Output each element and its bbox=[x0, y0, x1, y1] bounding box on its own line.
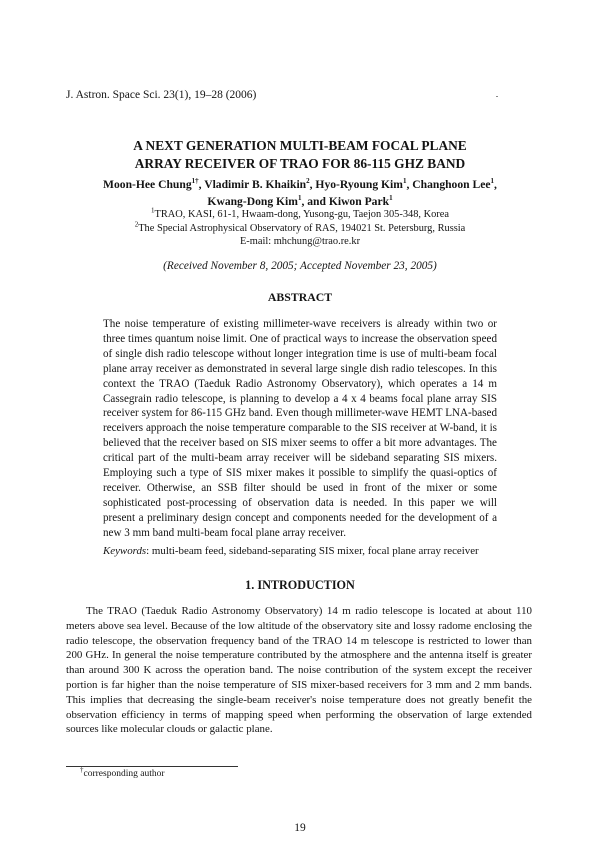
author-affil-mark: 2 bbox=[306, 177, 310, 186]
footnote-text: corresponding author bbox=[83, 769, 165, 779]
footnote-mark: † bbox=[80, 765, 84, 774]
author-separator: , bbox=[494, 178, 497, 191]
author-name: , Hyo-Ryoung Kim bbox=[309, 178, 403, 191]
footnote bbox=[80, 765, 165, 779]
title-line-2: ARRAY RECEIVER OF TRAO FOR 86-115 GHZ BAND bbox=[134, 156, 466, 171]
paper-title bbox=[0, 137, 600, 173]
affiliation-text: The Special Astrophysical Observatory of RAS, 194021 St. Petersburg, Russia bbox=[138, 222, 466, 234]
affiliations bbox=[0, 208, 600, 249]
author-affil-mark: 1 bbox=[402, 177, 407, 186]
author-affil-mark: 1† bbox=[191, 177, 199, 186]
author-affil-mark: 1 bbox=[490, 177, 495, 186]
abstract-heading: ABSTRACT bbox=[267, 290, 333, 304]
author-name: , Changhoon Lee bbox=[406, 178, 491, 191]
title-line-1: A NEXT GENERATION MULTI-BEAM FOCAL PLANE bbox=[133, 138, 467, 153]
author-name: , Vladimir B. Khaikin bbox=[198, 178, 307, 191]
introduction-text: The TRAO (Taeduk Radio Astronomy Observatory) 14 m radio telescope is located at about 110 meters above sea level. Because of the low altitude of the observatory site and lossy radome enclosing the radio telescope, the observation frequency band of the TRAO 14 m telescope is restricted to lower than 200 GHz. In general the noise temperature contributed by the atmosphere and the antenna itself is greater than around 300 K across the operation band. The noise contribution of the system except the receiver portion is far higher than the noise temperature of SIS mixer-based receivers for 3 mm and 2 mm bands. This implies that decreasing the single-beam receiver's noise temperature does not greatly benefit the observation efficiency in terms of mapping speed when performing the observation of large extended sources like molecular clouds or galactic plane. bbox=[66, 605, 532, 736]
author-list bbox=[0, 176, 600, 210]
author-affil-mark: 1 bbox=[297, 194, 302, 203]
author-name: Kwang-Dong Kim bbox=[207, 195, 298, 208]
author-affil-mark: 1 bbox=[389, 194, 393, 203]
received-dates: (Received November 8, 2005; Accepted November 23, 2005) bbox=[163, 260, 437, 272]
keywords-text: : multi-beam feed, sideband-separating SIS mixer, focal plane array receiver bbox=[146, 545, 479, 557]
affil-mark: 2 bbox=[134, 220, 139, 229]
affiliation-1 bbox=[0, 208, 600, 222]
page-number: 19 bbox=[294, 822, 306, 834]
scan-speck bbox=[496, 96, 498, 97]
affiliation-text: TRAO, KASI, 61-1, Hwaam-dong, Yusong-gu, Taejon 305-348, Korea bbox=[154, 209, 449, 220]
affil-mark: 1 bbox=[151, 206, 155, 215]
affiliation-2 bbox=[0, 222, 600, 236]
keywords-label: Keywords bbox=[103, 545, 147, 557]
author-name: Moon-Hee Chung bbox=[103, 178, 192, 191]
section-heading-introduction: 1. INTRODUCTION bbox=[245, 578, 355, 592]
abstract-text: The noise temperature of existing millimeter-wave receivers is already within two or three times quantum noise limit. One of practical ways to increase the observation speed of single dish radio telescope without longer integration time is use of multi-beam focal plane array receiver as demonstrated in several large single dish radio telescopes. In this context the TRAO (Taeduk Radio Astronomy Observatory), which operates a 14 m Cassegrain radio telescope, is planning to develop a 4 x 4 beams focal plane array SIS receiver system for 86-115 GHz band. Even though millimeter-wave HEMT LNA-based receivers approach the noise temperature comparable to the SIS receiver at W-band, it is believed that the receiver based on SIS mixer seems to offer a bit more advantages. The critical part of the multi-beam array receiver will be sideband separating SIS mixers. Employing such a type of SIS mixer makes it possible to simplify the quasi-optics of receiver. Otherwise, an SSB filter should be used in front of the mixer or some sophisticated post-processing of observation data is needed. In this paper we will present a preliminary design concept and components needed for the development of a new 3 mm band multi-beam focal plane array receiver. bbox=[103, 318, 497, 539]
journal-reference: J. Astron. Space Sci. 23(1), 19–28 (2006) bbox=[66, 89, 257, 101]
author-name: , and Kiwon Park bbox=[301, 195, 390, 208]
footnote-rule bbox=[66, 766, 238, 767]
author-line-1 bbox=[0, 176, 600, 193]
keywords bbox=[103, 545, 533, 557]
author-email: E-mail: mhchung@trao.re.kr bbox=[239, 236, 361, 247]
